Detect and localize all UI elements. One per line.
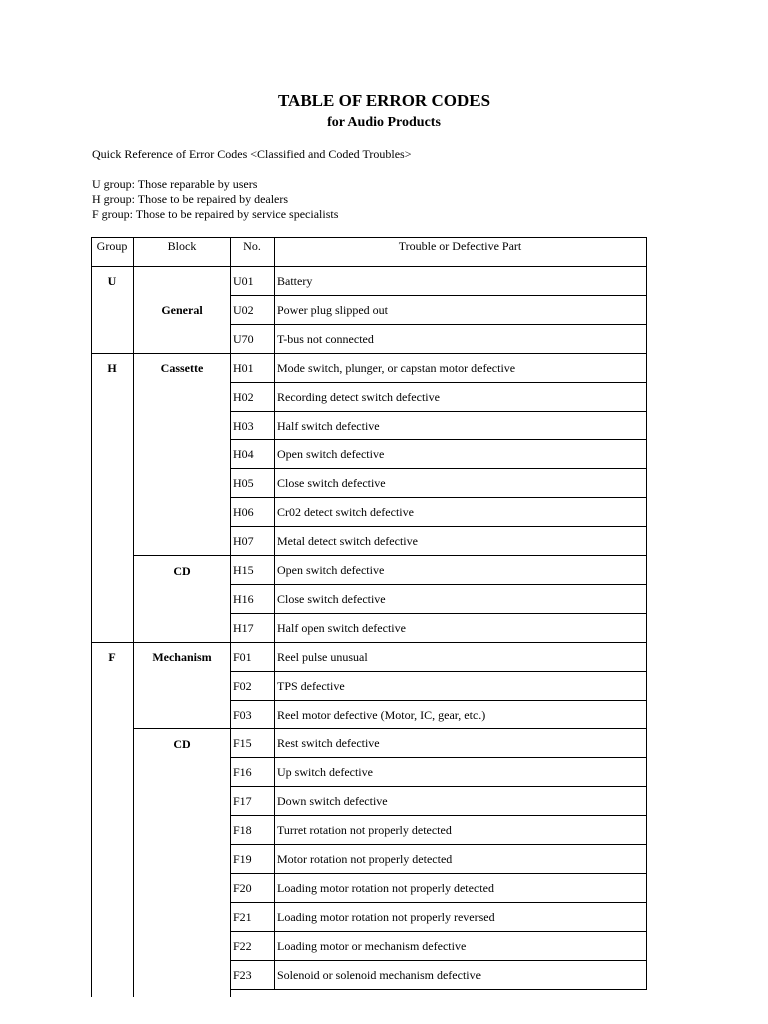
code-cell: F22 [233,938,252,953]
group-divider [91,642,134,643]
trouble-cell: Solenoid or solenoid mechanism defective [277,967,481,982]
trouble-cell: Close switch defective [277,591,386,606]
row-divider [230,353,647,354]
trouble-cell: Mode switch, plunger, or capstan motor defective [277,360,516,375]
block-label-cd-f: CD [173,737,191,751]
block-label-cassette: Cassette [160,361,204,375]
code-cell: F01 [233,649,252,664]
row-divider [230,844,647,845]
trouble-cell: Close switch defective [277,476,386,491]
code-cell: H06 [233,505,254,520]
row-divider [230,989,647,990]
group-label-u: U [107,274,117,288]
trouble-cell: Loading motor rotation not properly reversed [277,909,495,924]
block-divider [133,353,231,354]
trouble-cell: Open switch defective [277,447,385,462]
row-divider [230,468,647,469]
trouble-cell: Down switch defective [277,794,388,809]
row-divider [230,439,647,440]
trouble-cell: Cr02 detect switch defective [277,505,414,520]
code-cell: F15 [233,736,252,751]
group-definitions [92,177,338,222]
trouble-cell: Up switch defective [277,765,373,780]
row-divider [230,873,647,874]
code-cell: H15 [233,563,254,577]
code-cell: U02 [233,302,254,317]
trouble-cell: Turret rotation not properly detected [277,823,452,838]
block-divider [133,555,231,556]
trouble-cell: T-bus not connected [277,331,374,346]
header-block: Block [167,239,197,253]
document-title: TABLE OF ERROR CODES [277,91,491,110]
code-cell: F03 [233,707,252,722]
header-group: Group [96,239,128,253]
group-label-f: F [108,650,116,664]
document-subtitle: for Audio Products [327,115,441,130]
row-divider [230,382,647,383]
block-column-divider [230,266,231,997]
block-label-general: General [161,303,203,317]
row-divider [230,555,647,556]
code-cell: F02 [233,678,252,693]
trouble-cell: Power plug slipped out [277,302,388,317]
group-column-divider [133,237,134,997]
code-cell: U01 [233,274,254,288]
row-divider [230,584,647,585]
block-label-mechanism: Mechanism [152,650,212,664]
row-divider [230,642,647,643]
code-cell: F19 [233,852,252,866]
trouble-cell: Motor rotation not properly detected [277,852,453,866]
trouble-cell: Rest switch defective [277,736,380,751]
trouble-cell: Open switch defective [277,563,385,577]
code-cell: F16 [233,765,252,780]
row-divider [230,902,647,903]
header-trouble: Trouble or Defective Part [398,239,522,253]
group-label-h: H [107,361,117,375]
trouble-cell: Reel motor defective (Motor, IC, gear, etc.) [277,707,486,722]
code-cell: F21 [233,909,252,924]
trouble-cell: Recording detect switch defective [277,389,440,404]
intro-text: Quick Reference of Error Codes <Classified and Coded Troubles> [92,147,412,161]
code-cell: H03 [233,418,254,433]
block-divider [133,728,231,729]
row-divider [230,815,647,816]
code-cell: H04 [233,447,254,462]
trouble-cell: Half switch defective [277,418,380,433]
table-top-border [91,237,647,238]
row-divider [230,728,647,729]
header-no: No. [243,239,261,253]
code-cell: H16 [233,591,254,606]
row-divider [230,757,647,758]
code-cell: H02 [233,389,254,404]
group-definition-h: H group: Those to be repaired by dealers [92,192,289,206]
block-divider [133,642,231,643]
code-cell: H05 [233,476,254,491]
trouble-cell: Metal detect switch defective [277,534,418,549]
row-divider [230,960,647,961]
code-cell: H01 [233,360,254,375]
table-left-border [91,237,92,997]
group-definition-u: U group: Those reparable by users [92,177,258,191]
code-cell: H17 [233,620,254,635]
row-divider [230,786,647,787]
code-cell: H07 [233,534,254,549]
row-divider [230,411,647,412]
group-divider [91,353,134,354]
row-divider [230,295,647,296]
group-definition-f: F group: Those to be repaired by service specialists [92,207,339,221]
code-cell: F18 [233,823,252,838]
trouble-cell: Loading motor rotation not properly detected [277,880,494,895]
code-cell: F20 [233,880,252,895]
block-label-cd-h: CD [173,564,191,578]
row-divider [230,671,647,672]
code-cell: F23 [233,967,252,982]
trouble-cell: TPS defective [277,678,345,693]
row-divider [230,526,647,527]
trouble-cell: Battery [277,274,313,288]
code-cell: U70 [233,331,254,346]
trouble-cell: Half open switch defective [277,620,406,635]
row-divider [230,931,647,932]
code-cell: F17 [233,794,252,809]
row-divider [230,497,647,498]
error-codes-table [91,237,646,997]
trouble-cell: Reel pulse unusual [277,649,368,664]
row-divider [230,700,647,701]
row-divider [230,324,647,325]
trouble-cell: Loading motor or mechanism defective [277,938,467,953]
block-column-divider [230,237,231,267]
row-divider [230,613,647,614]
header-divider [91,266,647,267]
